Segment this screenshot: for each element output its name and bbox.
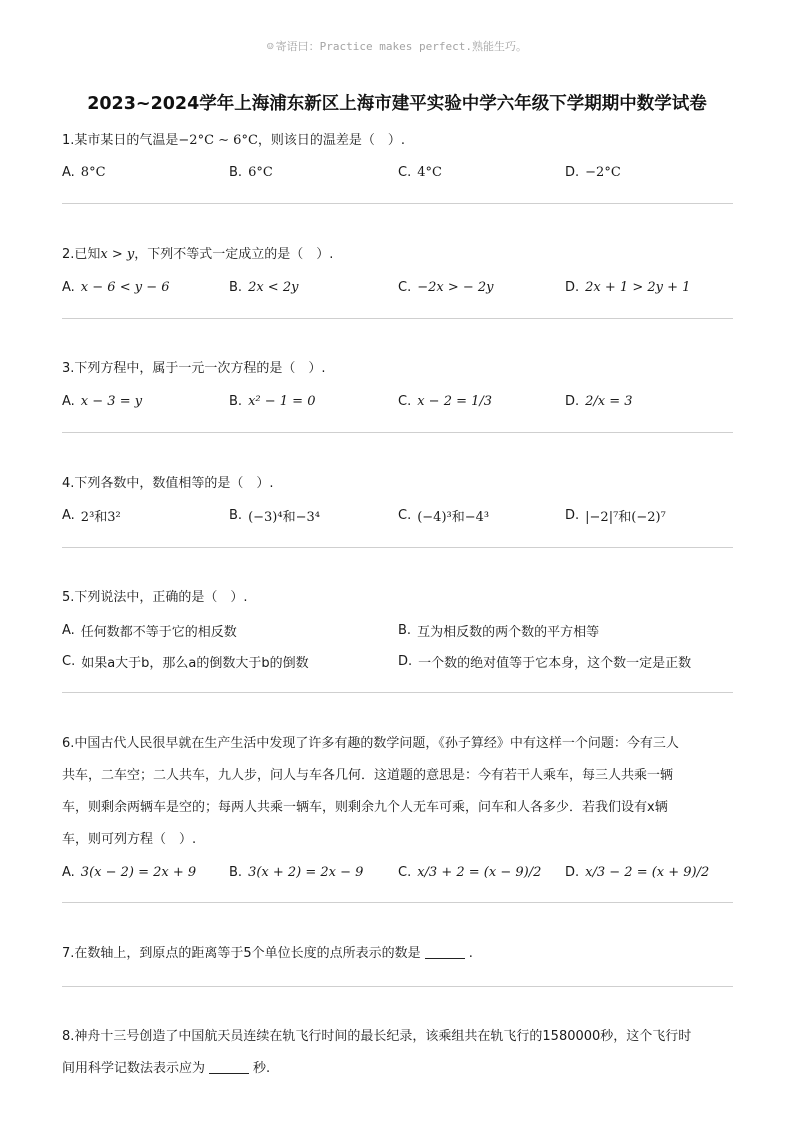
option-a[interactable]: A. 任何数都不等于它的相反数 [62, 622, 237, 640]
option-c[interactable]: C. (−4)³和−4³ [398, 507, 490, 525]
question-1-options [62, 152, 742, 192]
motto-text: 寄语曰：Practice makes perfect.熟能生巧。 [275, 40, 527, 53]
smile-icon: ☺ [267, 40, 274, 53]
option-d[interactable]: D. x/3 − 2 = (x + 9)/2 [565, 864, 710, 880]
option-c[interactable]: C. 4°C [398, 164, 442, 180]
question-7-stem: 7.在数轴上，到原点的距离等于5个单位长度的点所表示的数是 . [62, 946, 473, 961]
option-a[interactable]: A. 3(x − 2) = 2x + 9 [62, 864, 197, 880]
divider [62, 692, 733, 693]
option-c[interactable]: C. x − 2 = 1/3 [398, 393, 493, 409]
option-a[interactable]: A. 2³和3² [62, 507, 121, 525]
question-8-stem: 8.神舟十三号创造了中国航天员连续在轨飞行时间的最长纪录，该乘组共在轨飞行的1580000秒，这个飞行时 间用科学记数法表示应为 秒. [62, 1029, 692, 1076]
question-6-stem: 6.中国古代人民很早就在生产生活中发现了许多有趣的数学问题，《孙子算经》中有这样一个问题：今有三人 共车，二车空；二人共车，九人步，问人与车各几何．这道题的意思是：今有若干人乘车，每三人共乘一辆 车，则剩余两辆车是空的；每两人共乘一辆车，则剩余九个人无车可乘，问车和人各多少．若我们设有x辆 车，则可列方程（ ）. [62, 736, 679, 847]
question-3-stem: 3.下列方程中，属于一元一次方程的是（ ）. [62, 361, 326, 376]
divider [62, 547, 733, 548]
motto-header [0, 38, 794, 54]
divider [62, 902, 733, 903]
option-b[interactable]: B. 3(x + 2) = 2x − 9 [229, 864, 364, 880]
option-d[interactable]: D. |−2|⁷和(−2)⁷ [565, 507, 666, 525]
option-d[interactable]: D. 2x + 1 > 2y + 1 [565, 279, 691, 295]
divider [62, 986, 733, 987]
option-b[interactable]: B. 互为相反数的两个数的平方相等 [398, 622, 600, 640]
option-b[interactable]: B. x² − 1 = 0 [229, 393, 316, 409]
option-d[interactable]: D. 2/x = 3 [565, 393, 633, 409]
question-1-stem: 1.某市某日的气温是−2°C ∼ 6°C，则该日的温差是（ ）. [62, 133, 406, 148]
page-title: 2023~2024学年上海浦东新区上海市建平实验中学六年级下学期期中数学试卷 [87, 94, 707, 114]
option-b[interactable]: B. 6°C [229, 164, 273, 180]
option-d[interactable]: D. 一个数的绝对值等于它本身，这个数一定是正数 [398, 653, 692, 671]
question-4-stem: 4.下列各数中，数值相等的是（ ）. [62, 476, 274, 491]
option-a[interactable]: A. x − 6 < y − 6 [62, 279, 170, 295]
option-d[interactable]: D. −2°C [565, 164, 621, 180]
answer-blank[interactable] [425, 944, 465, 959]
divider [62, 432, 733, 433]
option-a[interactable]: A. 8°C [62, 164, 106, 180]
divider [62, 203, 733, 204]
answer-blank[interactable] [209, 1059, 249, 1074]
option-c[interactable]: C. −2x > − 2y [398, 279, 494, 295]
question-5-stem: 5.下列说法中，正确的是（ ）. [62, 590, 248, 605]
question-3-options [62, 381, 742, 421]
option-b[interactable]: B. (−3)⁴和−3⁴ [229, 507, 320, 525]
question-6-options [62, 852, 742, 892]
question-5-options-row-2 [62, 641, 742, 681]
question-2-stem: 2.已知x > y，下列不等式一定成立的是（ ）. [62, 247, 334, 262]
question-4-options [62, 495, 742, 535]
option-a[interactable]: A. x − 3 = y [62, 393, 143, 409]
divider [62, 318, 733, 319]
question-2-options [62, 267, 742, 307]
option-c[interactable]: C. x/3 + 2 = (x − 9)/2 [398, 864, 542, 880]
option-c[interactable]: C. 如果a大于b，那么a的倒数大于b的倒数 [62, 653, 309, 671]
option-b[interactable]: B. 2x < 2y [229, 279, 299, 295]
